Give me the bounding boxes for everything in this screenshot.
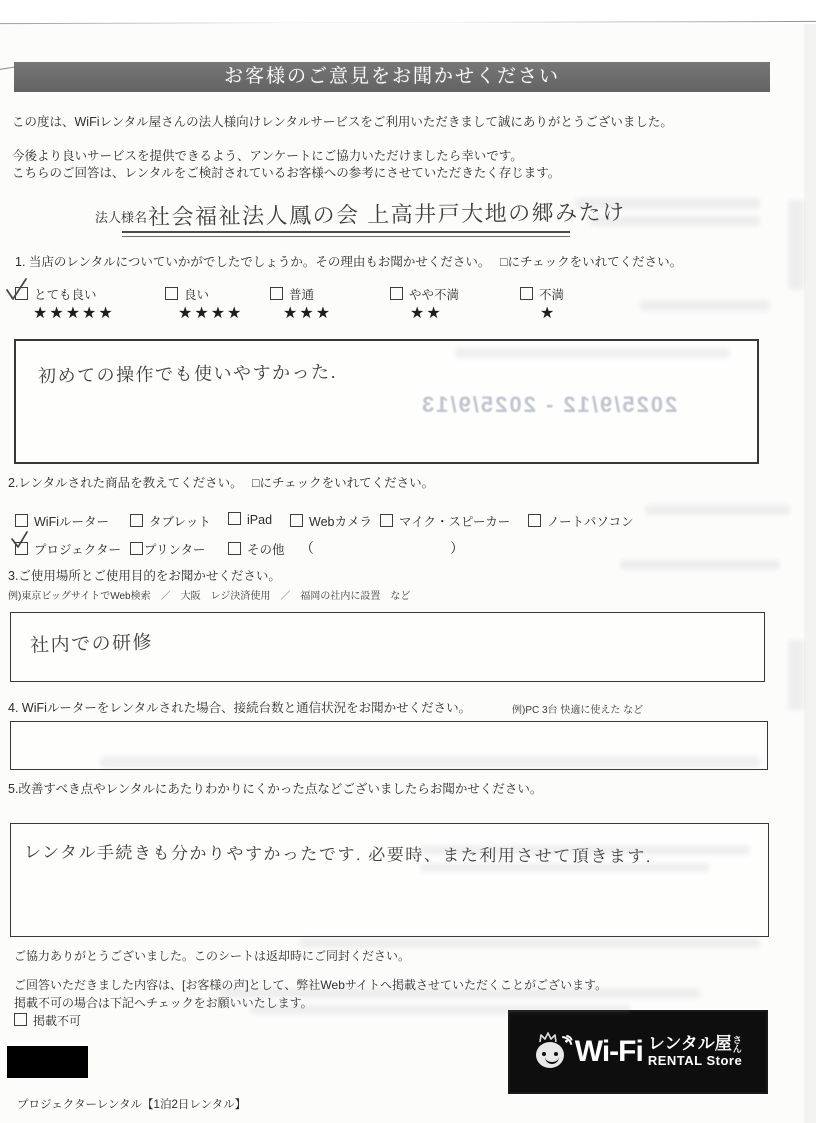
other-paren-close: ） (450, 540, 464, 556)
bleedthrough-smudge (250, 1005, 630, 1014)
intro-line-3: こちらのご回答は、レンタルをご検討されているお客様への参考にさせていただきたく存じます。 (12, 166, 561, 180)
bleedthrough-smudge (575, 198, 760, 209)
logo-jp-main: レンタル屋 (647, 1034, 732, 1054)
other-paren-open: （ (300, 540, 314, 556)
optout-label: 掲載不可 (33, 1014, 82, 1028)
corporate-name-underline (122, 231, 570, 237)
q1-option-label: 普通 (289, 288, 315, 302)
checkbox-good (165, 287, 178, 300)
q1-option-label: とても良い (34, 288, 97, 302)
q2-option-other (228, 540, 285, 558)
intro-line-2: 今後より良いサービスを提供できるよう、アンケートにご協力いただけましたら幸いです。 (12, 149, 523, 163)
q2-option-ipad (228, 512, 272, 527)
footer-note-1: ご回答いただきました内容は、[お客様の声]として、弊社Webサイトへ掲載させていただくことがございます。 (14, 978, 608, 992)
optout-row (14, 1012, 81, 1029)
q3-answer-handwriting: 社内での研修 (29, 632, 154, 657)
wifi-rental-store-logo (510, 1012, 766, 1092)
corporate-name-value: 社会福祉法人鳳の会 上高井戸大地の郷みたけ (147, 199, 626, 230)
q2-option-label: タブレット (149, 515, 211, 529)
stars-3: ★★★ (283, 305, 333, 322)
bleedthrough-smudge (100, 756, 760, 768)
q5-answer-handwriting: レンタル手続きも分かりやすかったです. 必要時、また利用させて頂きます. (23, 842, 653, 867)
bleedthrough-smudge (788, 200, 804, 290)
q2-option-tablet (130, 512, 211, 530)
stars-2: ★★ (410, 305, 443, 322)
q1-option-bad (520, 285, 564, 303)
bleedthrough-smudge (645, 505, 790, 515)
redaction-block (7, 1046, 88, 1078)
checkbox-somewhat-bad (390, 287, 403, 300)
mascot-smile (545, 1054, 559, 1064)
scan-edge-shade (804, 24, 816, 1123)
q4-example: 例)PC 3台 快適に使えた など (512, 705, 644, 716)
stars-4: ★★★★ (178, 305, 244, 322)
q1-option-normal (270, 285, 314, 303)
q2-option-mic-speaker (380, 512, 510, 530)
checkbox-bad (520, 287, 533, 300)
logo-right-text (648, 1035, 742, 1068)
bleedthrough-smudge (455, 348, 730, 358)
checkbox-laptop (528, 514, 541, 527)
checkmark-icon (4, 276, 30, 302)
q1-check-note: □にチェックをいれてください。 (500, 255, 683, 269)
bleedthrough-smudge (620, 560, 780, 570)
intro-line-1: この度は、WiFiレンタル屋さんの法人様向けレンタルサービスをご利用いただきまして誠にありがとうございました。 (12, 115, 673, 129)
q2-text: 2.レンタルされた商品を教えてください。 (8, 476, 243, 490)
checkbox-mic-speaker (380, 514, 393, 527)
bleedthrough-smudge (220, 988, 700, 998)
q2-option-label: マイク・スピーカー (399, 515, 511, 529)
q2-option-label: iPad (247, 513, 273, 527)
q2-check-note: □にチェックをいれてください。 (252, 476, 435, 490)
footer-note-2: 掲載不可の場合は下記へチェックをお願いいたします。 (14, 996, 313, 1010)
q1-text: 1. 当店のレンタルについていかがでしたでしょうか。その理由もお聞かせください。 (15, 255, 491, 269)
q5-text: 5.改善すべき点やレンタルにあたりわかりにくかった点などございましたらお聞かせください。 (8, 782, 543, 796)
bleedthrough-smudge (300, 938, 760, 948)
q1-option-good (165, 285, 209, 303)
checkbox-optout (14, 1013, 27, 1026)
q1-option-label: 不満 (539, 288, 565, 302)
bottom-note: プロジェクターレンタル【1泊2日レンタル】 (17, 1099, 247, 1111)
q4-text: 4. WiFiルーターをレンタルされた場合、接続台数と通信状況をお聞かせください。 (8, 701, 472, 715)
q2-option-projector (15, 540, 121, 558)
q2-option-laptop (528, 512, 634, 530)
stars-5: ★★★★★ (33, 305, 115, 322)
q2-option-label: ノートパソコン (547, 515, 634, 529)
stars-1: ★ (540, 305, 557, 322)
q1-answer-handwriting: 初めての操作でも使いやすかった. (37, 361, 338, 387)
q1-option-label: やや不満 (409, 288, 460, 302)
checkbox-other (228, 542, 241, 555)
q1-option-somewhat-bad (390, 285, 459, 303)
footer-thanks: ご協力ありがとうございました。このシートは返却時にご同封ください。 (14, 949, 411, 963)
checkbox-printer (130, 542, 143, 555)
q2-option-label: その他 (247, 543, 285, 557)
checkmark-icon (10, 530, 30, 550)
q2-option-label: WiFiルーター (34, 515, 109, 529)
mascot-face (536, 1042, 564, 1068)
mascot-icon (534, 1034, 570, 1070)
q2-option-wifi-router (15, 512, 109, 530)
q1-option-label: 良い (184, 288, 210, 302)
checkbox-webcam (290, 514, 303, 527)
corporate-name-label: 法人様名 (95, 210, 148, 225)
checkbox-ipad (228, 512, 241, 525)
q2-option-webcam (290, 512, 372, 530)
q2-option-label: プリンター (144, 543, 206, 557)
checkbox-tablet (130, 514, 143, 527)
bleedthrough-smudge (640, 300, 770, 311)
bleedthrough-smudge (590, 216, 760, 226)
bleedthrough-smudge (420, 845, 750, 855)
q3-example: 例)東京ビッグサイトでWeb検索 ／ 大阪 レジ決済使用 ／ 福岡の社内に設置 など (8, 591, 411, 602)
page-title: お客様のご意見をお聞かせください (14, 62, 770, 92)
logo-wifi-text: Wi-Fi (574, 1035, 643, 1068)
logo-jp-line (648, 1035, 742, 1054)
logo-jp-small: さ ん (732, 1035, 742, 1055)
bleedthrough-smudge (788, 640, 804, 710)
bleedthrough-dates: 2025/9/12 - 2025/9/13 (420, 392, 678, 417)
q2-option-label: プロジェクター (34, 543, 122, 557)
q3-text: 3.ご使用場所とご使用目的をお聞かせください。 (8, 569, 281, 583)
q2-option-label: Webカメラ (309, 515, 372, 529)
q2-option-printer (130, 540, 206, 558)
bleedthrough-smudge (420, 863, 710, 872)
checkbox-normal (270, 287, 283, 300)
checkbox-wifi-router (15, 514, 28, 527)
logo-en-line: RENTAL Store (647, 1053, 743, 1069)
